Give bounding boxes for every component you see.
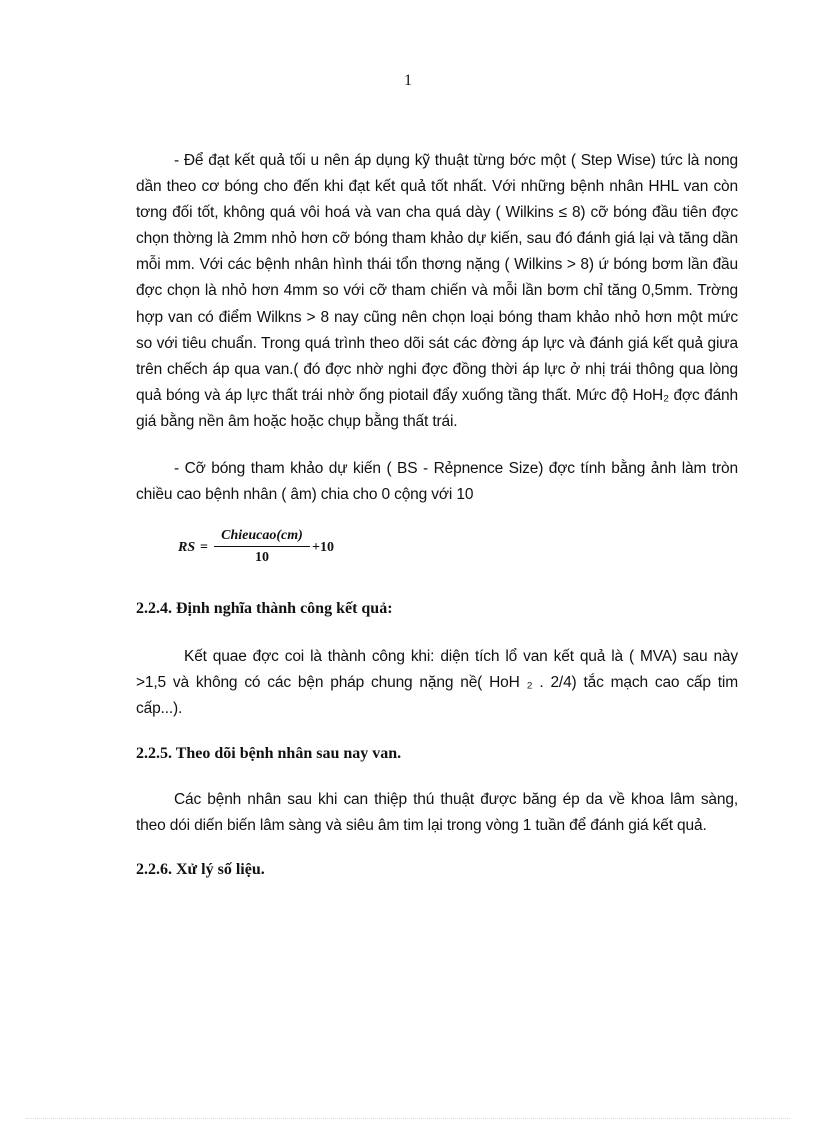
section-heading-2-2-4: 2.2.4. Định nghĩa thành công kết quả:: [136, 600, 393, 618]
section-heading-2-2-5: 2.2.5. Theo dõi bệnh nhân sau nay van.: [136, 744, 402, 762]
formula-equals: =: [200, 540, 208, 556]
paragraph-follow-up: Các bệnh nhân sau khi can thiệp thú thuật được băng ép da về khoa lâm sàng, theo dói diến biến lâm sàng và siêu âm tim lại trong vòng 1 tuần để đánh giá kết quả.: [136, 790, 738, 834]
formula-numerator: Chieucao(cm): [214, 528, 310, 547]
page-number: 1: [404, 72, 412, 89]
section-heading-2-2-6: 2.2.6. Xử lý số liệu.: [136, 860, 265, 878]
paragraph-balloon-technique: - Để đạt kết quả tối u nên áp dụng kỹ thuật từng bớc một ( Step Wise) tức là nong dần theo cơ bóng cho đến khi đạt kết quả tốt nhất. Với những bệnh nhân HHL van còn tơng đối tốt, không quá vôi hoá và van cha quá dày ( Wilkins ≤ 8) cỡ bóng đầu tiên đợc chọn thờng là 2mm nhỏ hơn cỡ bóng tham khảo dự kiến, sau đó đánh giá lại và tăng dần mỗi mm. Với các bệnh nhân hình thái tổn thơng nặng ( Wilkins > 8) ứ bóng bơm lần đầu đợc chọn là nhỏ hơn 4mm so với cỡ tham chiến và mỗi lần bơm chỉ tăng 0,5mm. Trờng hợp van có điểm Wilkns > 8 nay cũng nên chọn loại bóng tham khảo nhỏ hơn một mức so với tiêu chuẩn. Trong quá trình theo dõi sát các đờng áp lực và đánh giá kết quả giưa trên chếch áp qua van.( đó đợc nhờ nghi đợc đồng thời áp lực ở nhị trái thông qua lòng quả bóng và áp lực thất trái nhờ ống piotail đẩy xuống tầng thất. Mức độ HoH₂ đợc đánh giá bằng nền âm hoặc hoặc chụp bằng thất trái.: [136, 152, 738, 430]
paragraph-reference-size: - Cỡ bóng tham khảo dự kiến ( BS - Rẻpnence Size) đợc tính bằng ảnh làm tròn chiều cao bệnh nhân ( âm) chia cho 0 cộng với 10: [136, 460, 738, 504]
formula-fraction: [214, 528, 310, 566]
formula-lhs: RS: [178, 540, 196, 556]
reference-size-formula: [178, 528, 738, 576]
document-body: [136, 148, 738, 879]
page-bottom-border: [26, 1118, 790, 1119]
formula-denominator: 10: [255, 550, 269, 566]
formula-plus-term: +10: [312, 540, 334, 556]
paragraph-success-definition: Kết quae đợc coi là thành công khi: diện tích lổ van kết quả là ( MVA) sau này >1,5 và không có các bện pháp chung nặng nề( HoH ₂ . 2/4) tắc mạch cao cấp tim cấp...).: [136, 648, 738, 718]
